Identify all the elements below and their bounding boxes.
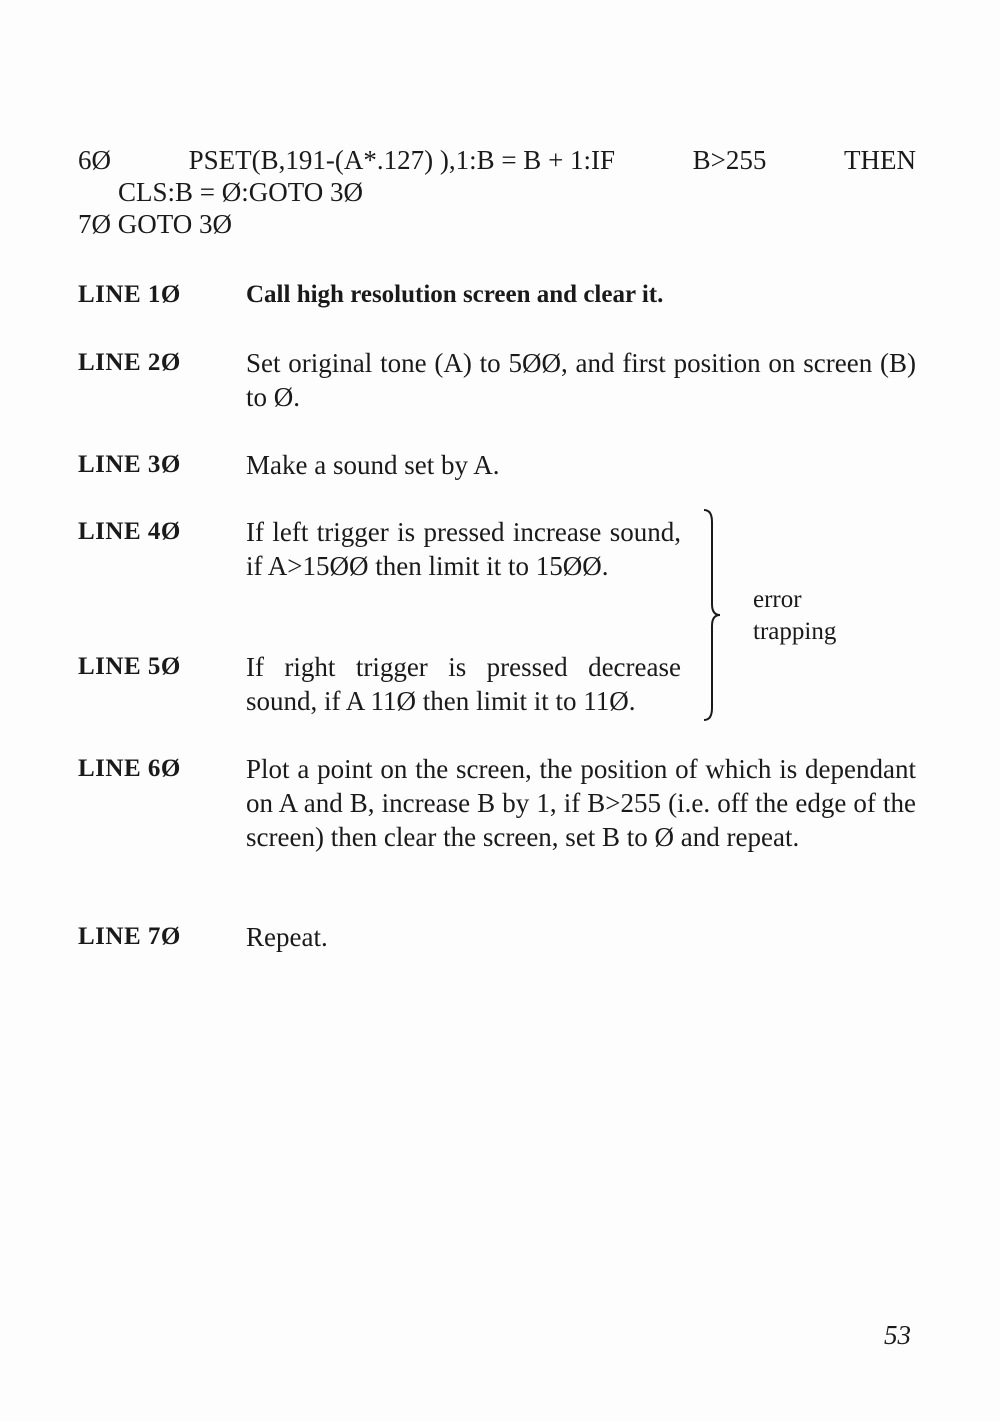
error-trapping-note xyxy=(753,584,836,648)
code-listing xyxy=(78,144,918,240)
line-description: If right trigger is pressed decrease sound, if A 11Ø then limit it to 11Ø. xyxy=(246,652,681,716)
line-description: If left trigger is pressed increase sound, if A>15ØØ then limit it to 15ØØ. xyxy=(246,517,681,581)
line-label: LINE 1Ø xyxy=(78,281,181,308)
code-line-60-condition: B>255 xyxy=(692,145,767,175)
line-label: LINE 4Ø xyxy=(78,518,181,545)
code-line-60 xyxy=(78,144,916,176)
line-description: Make a sound set by A. xyxy=(246,450,500,480)
bracket-note-line-1: error xyxy=(753,586,802,613)
bracket-note-line-2: trapping xyxy=(753,618,837,645)
code-line-60-then: THEN xyxy=(844,145,916,175)
line-description: Repeat. xyxy=(246,922,328,952)
line-label: LINE 3Ø xyxy=(78,451,181,478)
line-label: LINE 5Ø xyxy=(78,653,181,680)
code-line-70: 7Ø GOTO 3Ø xyxy=(78,209,232,239)
line-description: Set original tone (A) to 5ØØ, and first position on screen (B) to Ø. xyxy=(246,348,916,412)
page-number: 53 xyxy=(884,1320,911,1350)
line-description: Plot a point on the screen, the position of which is dependant on A and B, increase B by 1, if B>255 (i.e. off the edge of the screen) then clear the screen, set B to Ø and repeat. xyxy=(246,754,916,852)
code-line-60-number: 6Ø xyxy=(78,145,111,175)
line-label: LINE 2Ø xyxy=(78,349,181,376)
code-line-60-statement: PSET(B,191-(A*.127) ),1:B = B + 1:IF xyxy=(188,145,616,175)
right-curly-brace-icon xyxy=(700,508,724,722)
line-label: LINE 6Ø xyxy=(78,755,181,782)
code-line-60-continuation: CLS:B = Ø:GOTO 3Ø xyxy=(118,177,364,207)
line-label: LINE 7Ø xyxy=(78,923,181,950)
line-description: Call high resolution screen and clear it. xyxy=(246,281,664,308)
